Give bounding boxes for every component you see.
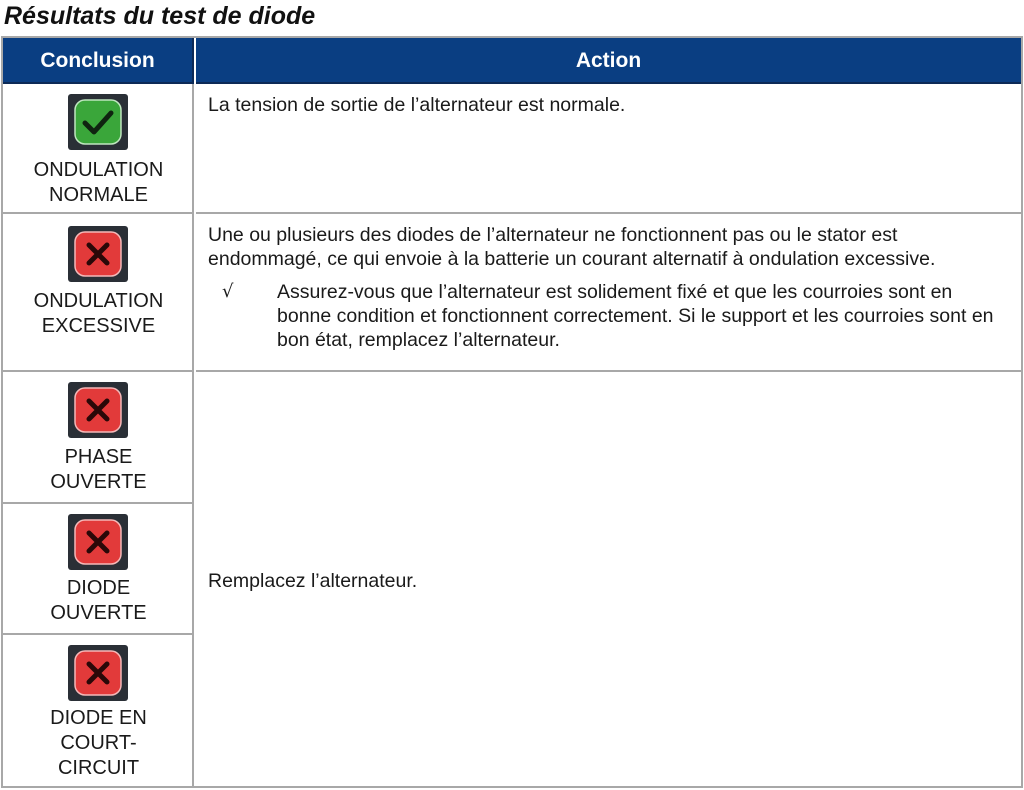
conclusion-label-line: OUVERTE — [50, 602, 147, 624]
action-cell-normal-ripple — [196, 84, 1021, 214]
action-text: Remplacez l’alternateur. — [208, 570, 418, 592]
conclusion-label — [3, 576, 194, 626]
x-icon — [68, 645, 128, 701]
conclusion-label-line: COURT- — [60, 732, 137, 754]
conclusion-cell-excessive-ripple — [3, 214, 194, 372]
check-icon — [68, 94, 128, 150]
conclusion-label-line: NORMALE — [49, 184, 148, 206]
conclusion-label-line: CIRCUIT — [57, 757, 140, 779]
conclusion-cell-open-diode — [3, 504, 194, 635]
checklist-item — [208, 280, 1007, 352]
conclusion-cell-shorted-diode — [3, 635, 194, 786]
conclusion-label-line: EXCESSIVE — [41, 315, 156, 337]
checklist-text: Assurez-vous que l’alternateur est solidement fixé et que les courroies sont en bonne condition et fonctionnent correctement. Si le support et les courroies sont en bon état, remplacez l’alternateur. — [277, 281, 994, 351]
conclusion-label-line: DIODE — [66, 577, 131, 599]
action-cell-replace-alternator — [196, 372, 1021, 786]
action-text: La tension de sortie de l’alternateur est normale. — [208, 94, 626, 116]
action-cell-excessive-ripple — [196, 214, 1021, 372]
conclusion-label-line: ONDULATION — [33, 290, 164, 312]
conclusion-label-line: PHASE — [64, 446, 133, 468]
x-icon — [68, 226, 128, 282]
checkmark-icon: √ — [222, 281, 234, 302]
conclusion-label-line: DIODE EN — [50, 707, 147, 729]
page-title: Résultats du test de diode — [4, 2, 316, 30]
x-icon — [68, 514, 128, 570]
conclusion-label — [3, 289, 194, 339]
conclusion-label — [3, 706, 194, 781]
conclusion-label-line: OUVERTE — [50, 471, 147, 493]
conclusion-label — [3, 158, 194, 208]
conclusion-label-line: ONDULATION — [33, 159, 164, 181]
header-conclusion: Conclusion — [3, 38, 194, 84]
action-text: Une ou plusieurs des diodes de l’alternateur ne fonctionnent pas ou le stator est endommagé, ce qui envoie à la batterie un courant alternatif à ondulation excessive. — [208, 224, 936, 270]
conclusion-label — [3, 445, 194, 495]
conclusion-cell-normal-ripple — [3, 84, 194, 214]
x-icon — [68, 382, 128, 438]
conclusion-cell-open-phase — [3, 372, 194, 504]
header-action: Action — [196, 38, 1021, 84]
diode-results-table — [1, 36, 1023, 788]
